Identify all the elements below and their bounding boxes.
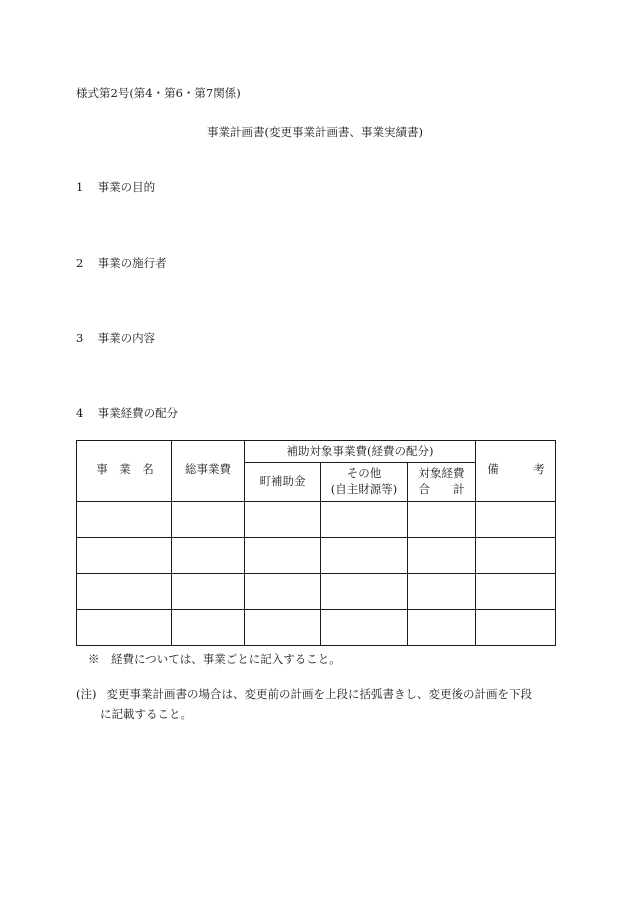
section-label: 事業の内容 — [97, 331, 156, 345]
note-asterisk: ※ 経費については、事業ごとに記入すること。 — [88, 652, 341, 666]
document-title: 事業計画書(変更事業計画書、事業実績書) — [207, 125, 423, 139]
section-number: 1 — [76, 180, 84, 194]
header-subsidy-group: 補助対象事業費(経費の配分) — [286, 444, 434, 458]
header-total-cost: 総事業費 — [185, 462, 231, 476]
header-remarks: 備 考 — [487, 462, 545, 476]
note-line-2: に記載すること。 — [100, 707, 192, 721]
note-line-1 — [76, 686, 532, 702]
section-number: 3 — [76, 331, 84, 345]
header-town-subsidy: 町補助金 — [259, 474, 306, 488]
header-target-total-sub: 合 計 — [418, 482, 465, 496]
note-label: (注) — [76, 687, 97, 701]
header-other: その他 — [346, 466, 382, 480]
section-label: 事業経費の配分 — [97, 406, 179, 420]
header-target-total: 対象経費 — [418, 466, 465, 480]
header-other-sub: (自主財源等) — [330, 482, 398, 496]
section-label: 事業の施行者 — [97, 256, 167, 270]
note-text: 変更事業計画書の場合は、変更前の計画を上段に括弧書きし、変更後の計画を下段 — [106, 687, 532, 701]
header-project-name: 事 業 名 — [96, 462, 154, 476]
form-number: 様式第2号(第4・第6・第7関係) — [76, 86, 241, 100]
section-number: 4 — [76, 406, 84, 420]
section-label: 事業の目的 — [97, 180, 156, 194]
section-number: 2 — [76, 256, 84, 270]
